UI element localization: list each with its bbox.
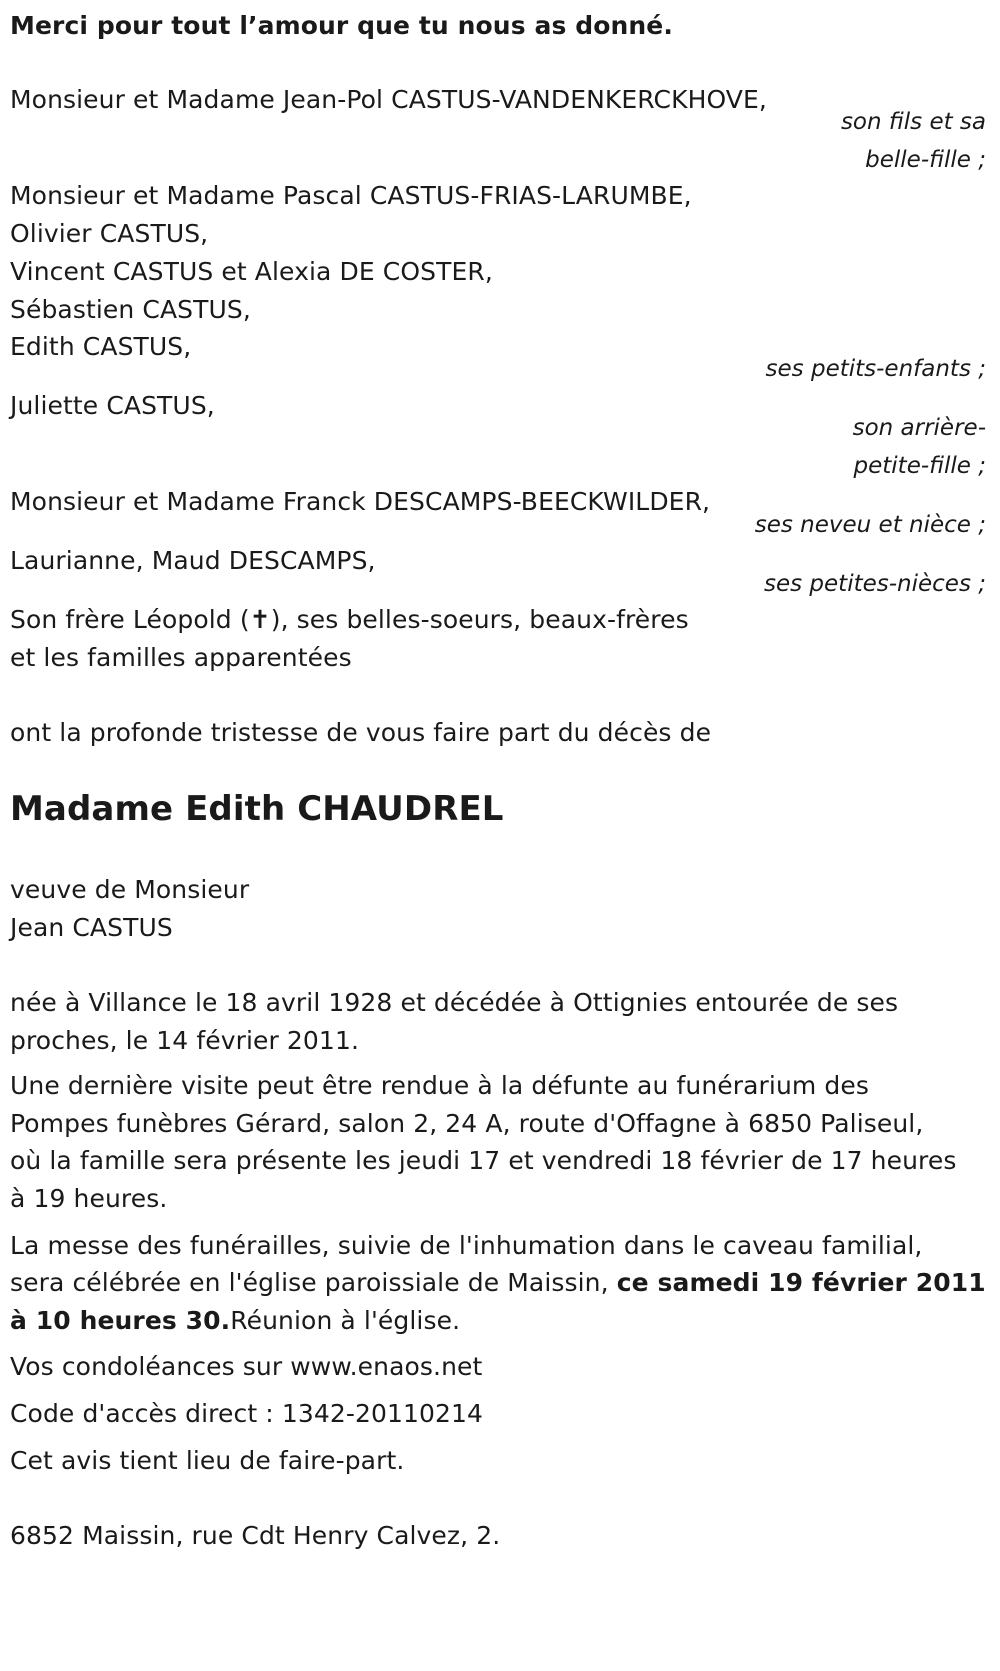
grandnieces-line: Laurianne, Maud DESCAMPS, bbox=[10, 546, 376, 575]
mass-meeting: Réunion à l'église. bbox=[230, 1306, 461, 1335]
visit-line-1: Une dernière visite peut être rendue à la défunte au funérarium des bbox=[10, 1071, 869, 1100]
condolences-line: Vos condoléances sur www.enaos.net bbox=[10, 1352, 483, 1381]
birth-line-2: proches, le 14 février 2011. bbox=[10, 1026, 359, 1055]
widow-line-1: veuve de Monsieur bbox=[10, 875, 250, 904]
mass-line-3 bbox=[10, 1301, 460, 1341]
mass-line-2 bbox=[10, 1263, 986, 1303]
son-role-2: belle-fille ; bbox=[865, 147, 986, 173]
mass-line-1: La messe des funérailles, suivie de l'inhumation dans le caveau familial, bbox=[10, 1231, 923, 1260]
grandchildren-role: ses petits-enfants ; bbox=[765, 356, 986, 382]
others-line-2: et les familles apparentées bbox=[10, 643, 352, 672]
grandchild-2: Olivier CASTUS, bbox=[10, 219, 209, 248]
mass-location: sera célébrée en l'église paroissiale de Maissin, bbox=[10, 1268, 617, 1297]
nephew-line: Monsieur et Madame Franck DESCAMPS-BEECKWILDER, bbox=[10, 487, 711, 516]
grandchild-4: Sébastien CASTUS, bbox=[10, 295, 251, 324]
others-line-1: Son frère Léopold (✝), ses belles-soeurs, beaux-frères bbox=[10, 605, 689, 634]
grandchild-5: Edith CASTUS, bbox=[10, 332, 192, 361]
mass-time: à 10 heures 30. bbox=[10, 1306, 231, 1335]
great-grandchild: Juliette CASTUS, bbox=[10, 391, 215, 420]
access-code-line: Code d'accès direct : 1342-20110214 bbox=[10, 1399, 484, 1428]
visit-line-2: Pompes funèbres Gérard, salon 2, 24 A, route d'Offagne à 6850 Paliseul, bbox=[10, 1109, 924, 1138]
address-line: 6852 Maissin, rue Cdt Henry Calvez, 2. bbox=[10, 1521, 501, 1550]
grandchild-1: Monsieur et Madame Pascal CASTUS-FRIAS-LARUMBE, bbox=[10, 181, 692, 210]
grandchild-3: Vincent CASTUS et Alexia DE COSTER, bbox=[10, 257, 493, 286]
son-role-1: son fils et sa bbox=[840, 109, 986, 135]
notice-line: Cet avis tient lieu de faire-part. bbox=[10, 1446, 405, 1475]
visit-line-4: à 19 heures. bbox=[10, 1184, 168, 1213]
visit-line-3: où la famille sera présente les jeudi 17 et vendredi 18 février de 17 heures bbox=[10, 1146, 957, 1175]
nephew-role: ses neveu et nièce ; bbox=[754, 512, 986, 538]
son-line: Monsieur et Madame Jean-Pol CASTUS-VANDENKERCKHOVE, bbox=[10, 85, 767, 114]
birth-line-1: née à Villance le 18 avril 1928 et décédée à Ottignies entourée de ses bbox=[10, 988, 899, 1017]
mass-date: ce samedi 19 février 2011 bbox=[616, 1268, 986, 1297]
great-grandchild-role-2: petite-fille ; bbox=[853, 453, 986, 479]
deceased-name: Madame Edith CHAUDREL bbox=[10, 789, 504, 829]
intro-line: Merci pour tout l’amour que tu nous as donné. bbox=[10, 11, 673, 40]
widow-line-2: Jean CASTUS bbox=[10, 913, 173, 942]
great-grandchild-role-1: son arrière- bbox=[852, 415, 986, 441]
grandnieces-role: ses petites-nièces ; bbox=[764, 571, 986, 597]
announcement: ont la profonde tristesse de vous faire part du décès de bbox=[10, 718, 712, 747]
